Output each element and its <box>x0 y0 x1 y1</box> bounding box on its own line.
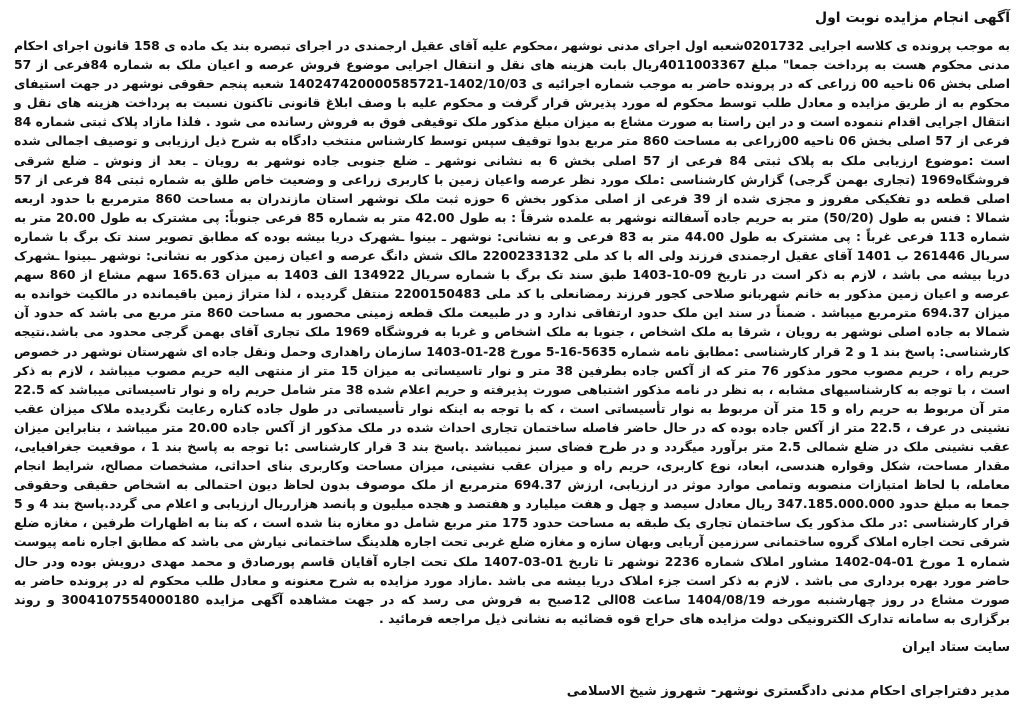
notice-source: سایت ستاد ایران <box>902 639 1010 655</box>
notice-signature: مدیر دفتراجرای احکام مدنی دادگستری نوشهر- شهروز شیخ الاسلامی <box>566 683 1010 699</box>
notice-body: به موجب پرونده ی کلاسه اجرایی 0201732شعبه اول اجرای مدنی نوشهر ،محکوم علیه آقای عقیل ارجمندی در اجرای تبصره بند یک ماده ی 158 قانون اجرای احکام مدنی محکوم هست به پرداخت جمعا" مبلغ 4011003367ریال بابت هزینه های نقل و انتقال اجرایی موضوع فروش عرصه و اعیان ملک به شماره 84فرعی از 57 اصلی بخش 06 ناحیه 00 زراعی که در پرونده حاضر به موجب شماره اجرائیه ی 1402/10/03-140247420000585721 شعبه پنجم حقوقی نوشهر در جهت استیفای محکوم به از طریق مزایده و معادل طلب توسط محکوم له مورد پذیرش قرار گرفت و محکوم علیه با وصف ابلاغ قانونی تاکنون نسبت به پرداخت هزینه های نقل و انتقال اجرایی اقدام ننموده است و در این راستا به صورت مشاع به میزان مبلغ مذکور ملک توقیفی فوق به فروش رسانده می شود . فلذا مازاد پلاک ثبتی شماره 84 فرعی از 57 اصلی بخش 06 ناحیه 00زراعی به مساحت 860 متر مربع بدوا توقیف سپس توسط کارشناس منتخب دادگاه به شرح ذیل ارزیابی و توصیف اجمالی شده است :موضوع ارزیابی ملک به پلاک ثبتی 84 فرعی از 57 اصلی بخش 6 به نشانی نوشهر ـ ضلع جنوبی جاده نوشهر به رویان ـ بعد از ونوش ـ ضلع شرقی فروشگاه1969 (تجاری بهمن گرجی) گزارش کارشناسی :ملک مورد نظر عرصه واعیان زمین با کاربری زراعی و وضعیت خاص طلق به شماره ثبتی 84 فرعی از 57 اصلی قطعه دو تفکیکی مفروز و مجزی شده از 39 فرعی از اصلی مذکور بخش 6 حوزه ثبت ملک نوشهر استان مازندران به مساحت 860 مترمربع با حدود اربعه شمالا : فنس به طول (50/20) متر به حریم جاده آسفالته نوشهر به علمده شرقاً : به طول 42.00 متر به شماره 85 فرعی جنوباً: پی مشترک به طول 20.00 متر به شماره 113 فرعی غرباً : پی مشترک به طول 44.00 متر به 83 فرعی و به نشانی: نوشهر ـ بینوا ـشهرک دریا بیشه بوده که مطابق تصویر سند تک برگ با شماره سریال 261446 ب 1401 آقای عقیل ارجمندی فرزند ولی اله با کد ملی 2200233132 مالک شش دانگ عرصه و اعیان زمین مذکور به نشانی: نوشهر ـبینوا ـشهرک دریا بیشه می باشد ، لازم به ذکر است در تاریخ 09-10-1403 طبق سند تک برگ با شماره سریال 134922 الف 1403 به میزان 165.63 سهم مشاع از 860 سهم عرصه و اعیان زمین مذکور به خانم شهربانو صلاحی کجور فرزند رمضانعلی با کد ملی 2200150483 منتقل گردیده ، لذا متراژ زمین باقیمانده در مالکیت خوانده به میزان 694.37 مترمربع میباشد . ضمناً در سند این ملک حدود ارتفاقی ندارد و در طبیعت ملک قطعه زمینی محصور به مساحت 860 متر مربع می باشد که حدود آن شمالا به جاده اصلی نوشهر به رویان ، شرقا به ملک اشخاص ، جنوبا به ملک اشخاص و غربا به فروشگاه 1969 ملک تجاری آقای بهمن گرجی محدود می باشد.نتیجه کارشناسی: پاسخ بند 1 و 2 قرار کارشناسی :مطابق نامه شماره 5635-16-5 مورخ 28-01-1403 سازمان راهداری وحمل ونقل جاده ای شهرستان نوشهر در خصوص حریم راه ، حریم مصوب محور مذکور 76 متر که از آکس جاده بطرفین 38 متر و نوار تاسیساتی به میزان 15 متر از منتهی الیه حریم مصوب میباشد ، لازم به ذکر است ، با توجه به کارشناسیهای مشابه ، به نظر در نامه مذکور اشتباهی صورت پذیرفته و حریم اعلام شده 38 متر شامل حریم راه و نوار تاسیساتی میباشد که 22.5 متر آن مربوط به حریم راه و 15 متر آن مربوط به نوار تأسیساتی است ، که با توجه به اینکه نوار تأسیساتی در طول جاده کناره رعایت نگردیده ملاک میزان عقب نشینی در عرف ، 22.5 متر از آکس جاده بوده که در حال حاضر فاصله ساختمان تجاری احداث شده در ملک مذکور از آکس جاده 20.00 متر میباشد ، بنابراین میزان عقب نشینی ملک در ضلع شمالی 2.5 متر برآورد میگردد و در طرح فضای سبز نمیباشد .پاسخ بند 3 قرار کارشناسی :با توجه به پاسخ بند 1 ، موقعیت جغرافیایی، مقدار مساحت، شکل وقواره هندسی، ابعاد، نوع کاربری، حریم راه و میزان عقب نشینی، میزان مساحت وکاربری بنای احداثی، مشخصات مصالح، شرایط انجام معامله، با لحاظ امتیازات منصوبه وتمامی موارد موثر در ارزیابی، ارزش 694.37 مترمربع از ملک موصوف بدون لحاظ دیون احتمالی به اشخاص حقیقی وحقوقی جمعا به مبلغ حدود 347.185.000.000 ریال معادل سیصد و چهل و هفت میلیارد و هفتصد و هجده میلیون و پانصد هزارریال ارزیابی و اعلام می گردد.پاسخ بند 4 و 5 قرار کارشناسی :در ملک مذکور یک ساختمان تجاری یک طبقه به مساحت حدود 175 متر مربع شامل دو مغازه بنا شده است ، که بنا به اظهارات طرفین ، مغازه ضلع شرقی تحت اجاره املاک گروه ساختمانی سرزمین آریایی وبهان سازه و مغازه ضلع غربی تحت اجاره هلدینگ ساختمانی نیارش می باشد که مطابق اجاره نامه پیوست شماره 1 مورخ 01-04-1402 مشاور املاک شماره 2236 نوشهر تا تاریخ 01-03-1407 ملک تحت اجاره آقایان قاسم پورصادق و محمد مهدی درویش بوده ودر حال حاضر مورد بهره برداری می باشد . لازم به ذکر است جزء املاک دریا بیشه می باشد .مازاد مورد مزایده به شرح معنونه و معادل طلب محکوم له در پرونده حاضر به صورت مشاع در روز چهارشنبه مورخه 1404/08/19 ساعت 08الی 12صبح به فروش می رسد که در جهت مشاهده آگهی مزایده 3004107554000180 و روند برگزاری به سامانه تدارک الکترونیکی دولت مزایده های حراج قوه قضائیه به نشانی ذیل مراجعه فرمائید . <box>14 38 1011 626</box>
notice-title: آگهی انجام مزایده نوبت اول <box>814 10 1010 26</box>
